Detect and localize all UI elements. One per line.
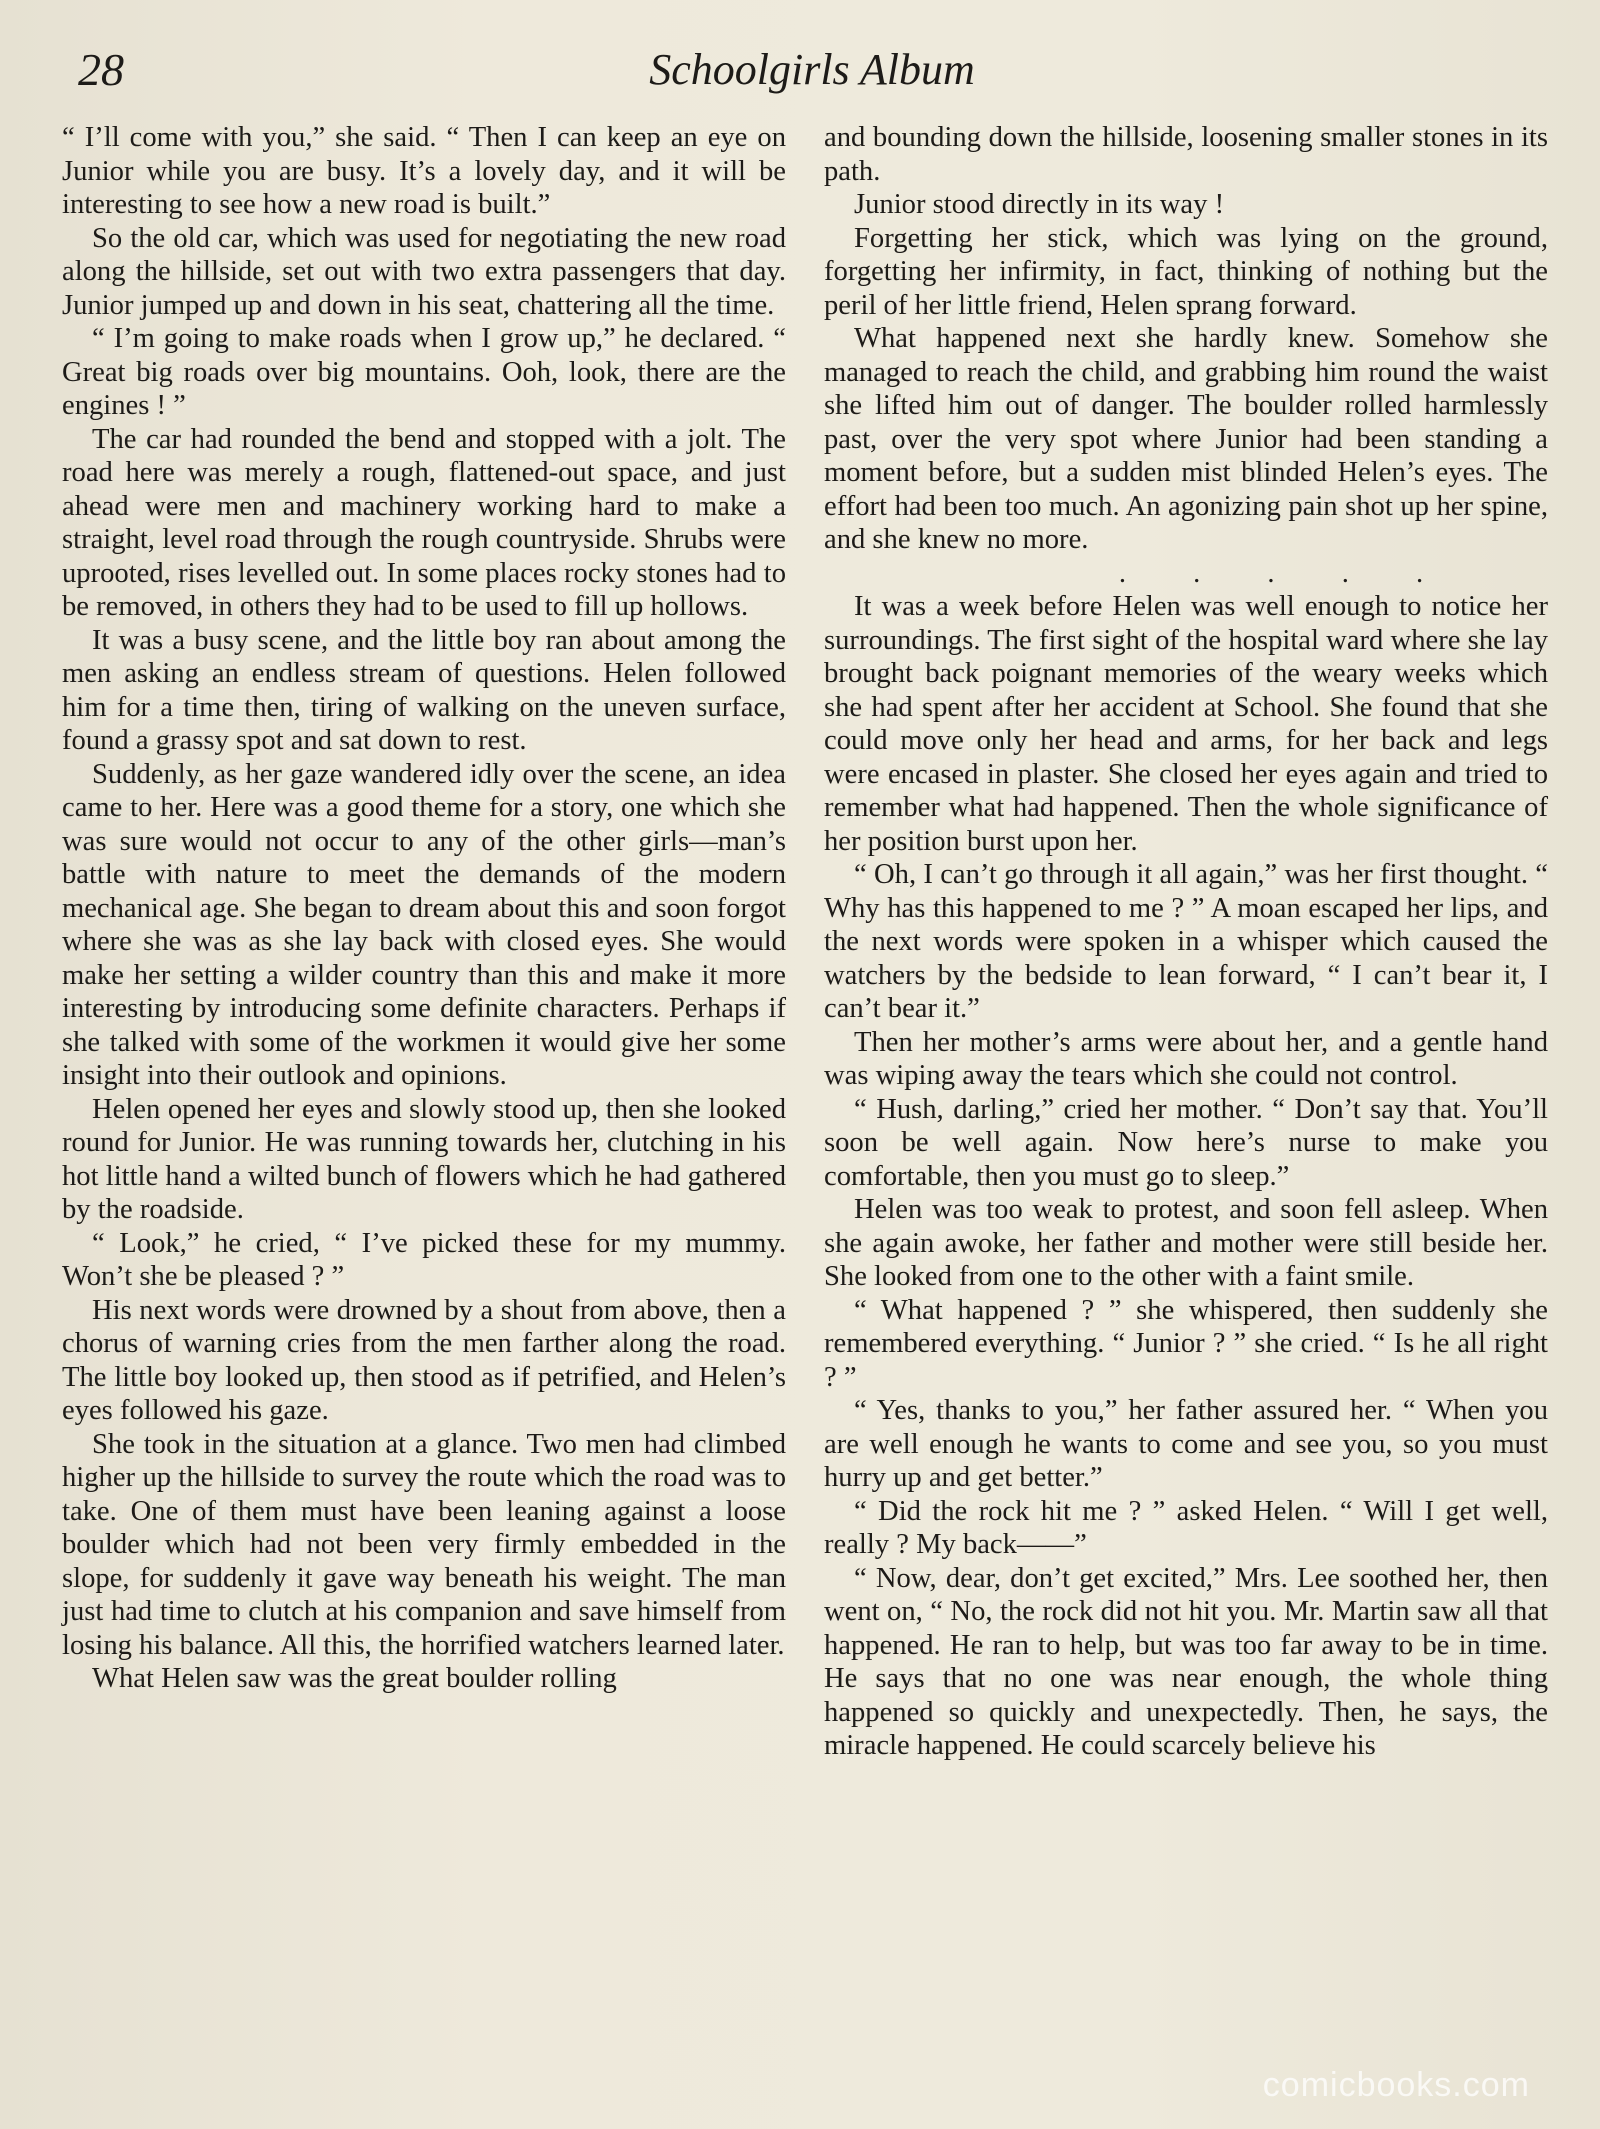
paragraph: Helen opened her eyes and slowly stood up, then she looked round for Junior. He was running towards her, clutching in his hot little hand a wilted bunch of flowers which he had gathered by the roadside.: [62, 1093, 786, 1225]
page-header: [62, 40, 1562, 100]
paragraph: Helen was too weak to protest, and soon fell asleep. When she again awoke, her father and mother were still beside her. She looked from one to the other with a faint smile.: [824, 1194, 1548, 1292]
paragraph: She took in the situation at a glance. Two men had climbed higher up the hillside to survey the route which the road was to take. One of them must have been leaning against a loose boulder which had not been very firmly embedded in the slope, for suddenly it gave way beneath his weight. The man just had time to clutch at his companion and save himself from losing his balance. All this, the horrified watchers learned later.: [62, 1428, 786, 1661]
paragraph: “ Now, dear, don’t get excited,” Mrs. Lee soothed her, then went on, “ No, the rock did not hit you. Mr. Martin saw all that happened. He ran to help, but was too far away to be in time. He says that no one was near enough, the whole thing happened so quickly and unexpectedly. Then, he says, the miracle happened. He could scarcely believe his: [824, 1562, 1548, 1761]
paragraph: “ Hush, darling,” cried her mother. “ Don’t say that. You’ll soon be well again. Now here’s nurse to make you comfortable, then you must go to sleep.”: [824, 1093, 1548, 1192]
page-number: 28: [78, 44, 124, 95]
section-break: . . . . .: [1118, 557, 1454, 589]
running-title: Schoolgirls Album: [649, 45, 975, 94]
paragraph: “ Did the rock hit me ? ” asked Helen. “ Will I get well, really ? My back——”: [824, 1495, 1548, 1560]
paragraph: The car had rounded the bend and stopped with a jolt. The road here was merely a rough, flattened-out space, and just ahead were men and machinery working hard to make a straight, level road through the rough countryside. Shrubs were uprooted, rises levelled out. In some places rocky stones had to be removed, in others they had to be used to fill up hollows.: [62, 423, 786, 622]
watermark: comicbooks.com: [1262, 2066, 1530, 2104]
paragraph: It was a busy scene, and the little boy ran about among the men asking an endless stream of questions. Helen followed him for a time then, tiring of walking on the uneven surface, found a grassy spot and sat down to rest.: [62, 624, 786, 756]
paragraph: “ I’ll come with you,” she said. “ Then I can keep an eye on Junior while you are busy. It’s a lovely day, and it will be interesting to see how a new road is built.”: [62, 122, 786, 220]
right-column: [824, 121, 1548, 1763]
paragraph: Forgetting her stick, which was lying on the ground, forgetting her infirmity, in fact, thinking of nothing but the peril of her little friend, Helen sprang forward.: [824, 222, 1548, 321]
paragraph: What Helen saw was the great boulder rolling: [92, 1663, 617, 1694]
paragraph: and bounding down the hillside, loosening smaller stones in its path.: [824, 122, 1548, 187]
paragraph: “ What happened ? ” she whispered, then suddenly she remembered everything. “ Junior ? ” she cried. “ Is he all right ? ”: [824, 1294, 1548, 1393]
paragraph: Then her mother’s arms were about her, and a gentle hand was wiping away the tears which she could not control.: [824, 1026, 1548, 1091]
paragraph: “ Look,” he cried, “ I’ve picked these for my mummy. Won’t she be pleased ? ”: [62, 1227, 786, 1292]
paragraph: What happened next she hardly knew. Somehow she managed to reach the child, and grabbing him round the waist she lifted him out of danger. The boulder rolled harmlessly past, over the very spot where Junior had been standing a moment before, but a sudden mist blinded Helen’s eyes. The effort had been too much. An agonizing pain shot up her spine, and she knew no more.: [824, 323, 1548, 555]
paragraph: So the old car, which was used for negotiating the new road along the hillside, set out with two extra passengers that day. Junior jumped up and down in his seat, chattering all the time.: [62, 222, 786, 321]
paragraph: Suddenly, as her gaze wandered idly over the scene, an idea came to her. Here was a good theme for a story, one which she was sure would not occur to any of the other girls—man’s battle with nature to meet the demands of the modern mechanical age. She began to dream about this and soon forgot where she was as she lay back with closed eyes. She would make her setting a wilder country than this and make it more interesting by introducing some definite characters. Perhaps if she talked with some of the workmen it would give her some insight into their outlook and opinions.: [62, 758, 786, 1091]
paragraph: “ Yes, thanks to you,” her father assured her. “ When you are well enough he wants to come and see you, so you must hurry up and get better.”: [824, 1395, 1548, 1493]
paragraph: His next words were drowned by a shout from above, then a chorus of warning cries from the men farther along the road. The little boy looked up, then stood as if petrified, and Helen’s eyes followed his gaze.: [62, 1294, 786, 1426]
left-column: [62, 121, 786, 1696]
paragraph: “ Oh, I can’t go through it all again,” was her first thought. “ Why has this happened to me ? ” A moan escaped her lips, and the next words were spoken in a whisper which caused the watchers by the bedside to lean forward, “ I can’t bear it, I can’t bear it.”: [824, 859, 1548, 1024]
paragraph: “ I’m going to make roads when I grow up,” he declared. “ Great big roads over big mountains. Ooh, look, there are the engines ! ”: [62, 323, 786, 421]
paragraph: Junior stood directly in its way !: [854, 189, 1225, 220]
paragraph: It was a week before Helen was well enough to notice her surroundings. The first sight of the hospital ward where she lay brought back poignant memories of the weary weeks which she had spent after her accident at School. She found that she could move only her head and arms, for her back and legs were encased in plaster. She closed her eyes again and tried to remember what had happened. Then the whole significance of her position burst upon her.: [824, 591, 1548, 857]
